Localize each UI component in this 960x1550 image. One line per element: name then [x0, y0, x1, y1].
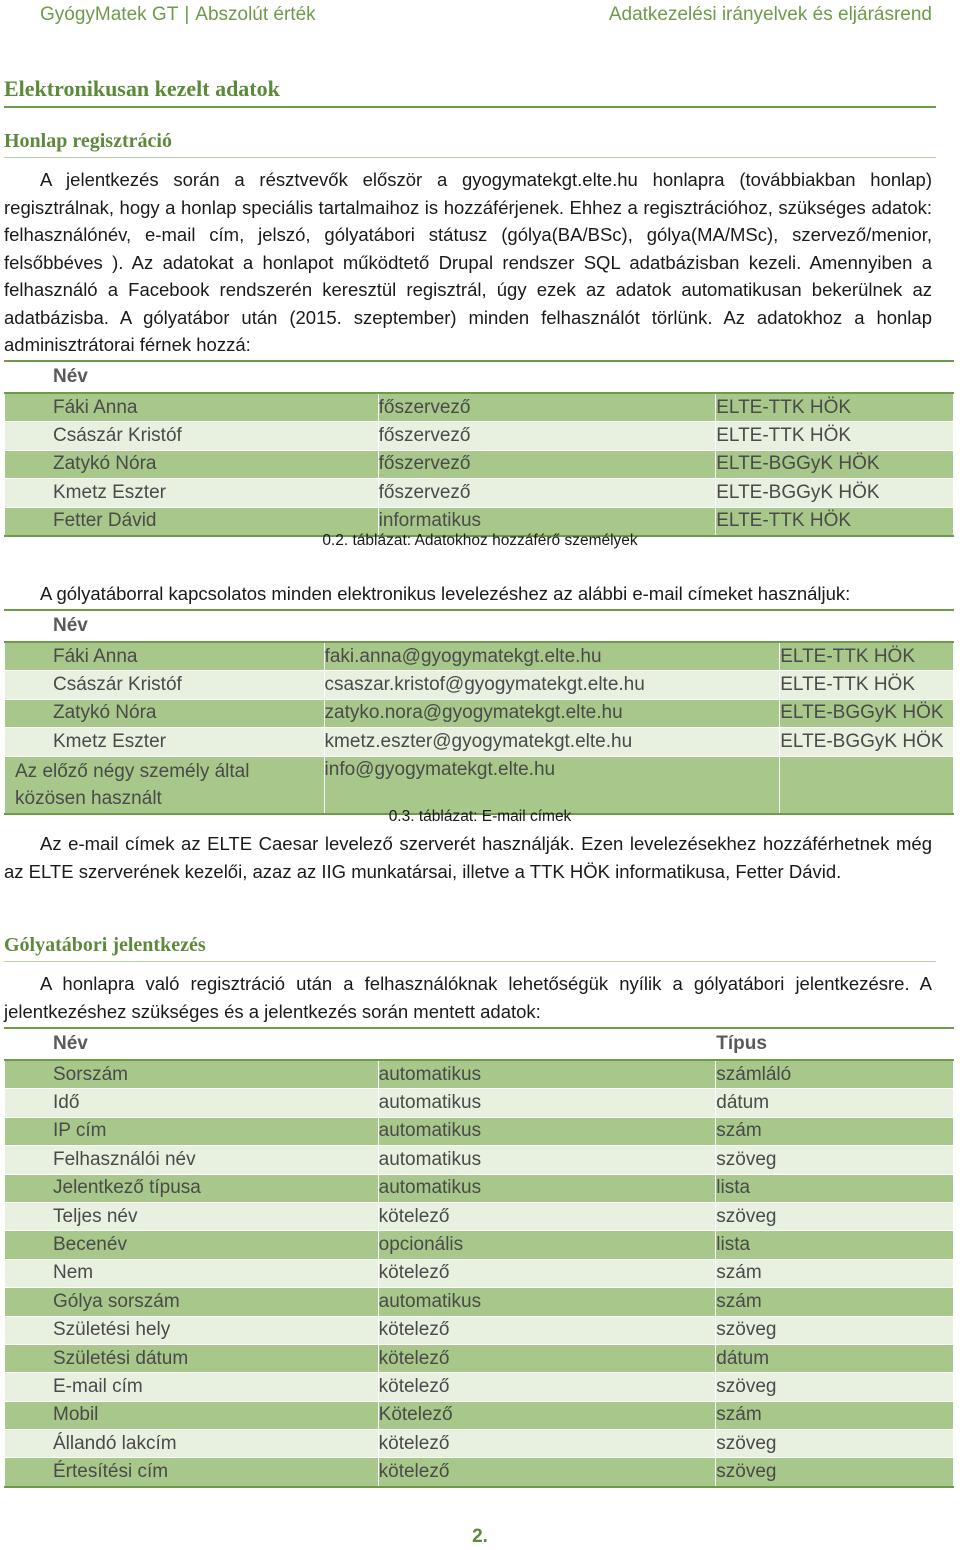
cell-email: info@gyogymatekgt.elte.hu — [324, 756, 780, 814]
cell-requirement: kötelező — [378, 1259, 716, 1287]
cell-org: ELTE-TTK HÖK — [716, 507, 954, 536]
table-row — [5, 1259, 954, 1287]
cell-name: Felhasználói név — [5, 1146, 379, 1174]
cell-org — [780, 756, 954, 814]
email-note-text: Az e-mail címek az ELTE Caesar levelező szerverét használják. Ezen levelezésekhez hozzáférhetnek még az ELTE szerverének kezelői, azaz az IIG munkatársai, illetve a TTK HÖK informatikusa, Fetter Dávid. — [4, 833, 932, 882]
camp-signup-text: A honlapra való regisztráció után a felhasználóknak lehetőségük nyílik a gólyatábori jelentkezésre. A jelentkezéshez szükséges és a jelentkezés során mentett adatok: — [4, 973, 932, 1022]
cell-requirement: kötelező — [378, 1458, 716, 1487]
table-caption-access: 0.2. táblázat: Adatokhoz hozzáférő személyek — [322, 532, 638, 549]
cell-name: Kmetz Eszter — [5, 728, 325, 756]
cell-requirement: kötelező — [378, 1202, 716, 1230]
cell-type: dátum — [716, 1089, 954, 1117]
table-header-row — [5, 361, 954, 393]
cell-type: szám — [716, 1259, 954, 1287]
table-row — [5, 1089, 954, 1117]
page-header — [40, 4, 932, 30]
cell-name: Császár Kristóf — [5, 671, 325, 699]
table-caption-email: 0.3. táblázat: E-mail címek — [388, 808, 572, 825]
cell-name: Értesítési cím — [5, 1458, 379, 1487]
table-row — [5, 479, 954, 507]
cell-shared-name: Az előző négy személy által közösen használt — [5, 756, 325, 814]
cell-org: ELTE-TTK HÖK — [780, 671, 954, 699]
cell-email: zatyko.nora@gyogymatekgt.elte.hu — [324, 699, 780, 727]
cell-name: Becenév — [5, 1231, 379, 1259]
cell-role: főszervező — [378, 393, 716, 422]
header-title: GyógyMatek GT — [40, 4, 179, 25]
table-row — [5, 1401, 954, 1429]
header-separator: | — [184, 4, 190, 25]
cell-requirement: automatikus — [378, 1146, 716, 1174]
table-row-shared — [5, 756, 954, 814]
table-row — [5, 699, 954, 727]
cell-org: ELTE-TTK HÖK — [780, 642, 954, 671]
cell-type: lista — [716, 1231, 954, 1259]
column-header-org — [780, 610, 954, 642]
cell-type: szám — [716, 1401, 954, 1429]
cell-name: Születési dátum — [5, 1344, 379, 1372]
section-title-electronic-data: Elektronikusan kezelt adatok — [4, 76, 936, 108]
cell-org: ELTE-TTK HÖK — [716, 393, 954, 422]
header-subtitle: Abszolút érték — [195, 4, 316, 25]
cell-requirement: automatikus — [378, 1174, 716, 1202]
cell-email: faki.anna@gyogymatekgt.elte.hu — [324, 642, 780, 671]
cell-type: dátum — [716, 1344, 954, 1372]
cell-org: ELTE-BGGyK HÖK — [716, 479, 954, 507]
cell-requirement: Kötelező — [378, 1401, 716, 1429]
cell-org: ELTE-BGGyK HÖK — [716, 450, 954, 478]
column-header-role — [378, 361, 716, 393]
cell-org: ELTE-BGGyK HÖK — [780, 699, 954, 727]
table-row — [5, 422, 954, 450]
table-row — [5, 1060, 954, 1089]
table-header-row — [5, 1028, 954, 1060]
cell-name: Fáki Anna — [5, 393, 379, 422]
registration-paragraph-text: A jelentkezés során a résztvevők először a gyogymatekgt.elte.hu honlapra (továbbiakban honlap) regisztrálnak, hogy a honlap speciális tartalmaihoz is hozzáférjenek. Ehhez a regisztrációhoz, szükséges adatok: felhasználónév, e-mail cím, jelszó, gólyatábori státusz (gólya(BA/BSc), gólya(MA/MSc), szervező/menior, felsőbbéves ). Az adatokat a honlapot működtető Drupal rendszer SQL adatbázisban kezeli. Amennyiben a felhasználó a Facebook rendszerén keresztül regisztrál, úgy ezek az adatok automatikusan bekerülnek az adatbázisba. A gólyatábor után (2015. szeptember) minden felhasználót törlünk. Az adatokhoz a honlap adminisztrátorai férnek hozzá: — [4, 169, 932, 355]
cell-email: csaszar.kristof@gyogymatekgt.elte.hu — [324, 671, 780, 699]
camp-signup-paragraph — [4, 970, 932, 1025]
column-header-requirement — [378, 1028, 716, 1060]
signup-data-table — [4, 1027, 954, 1488]
cell-requirement: automatikus — [378, 1117, 716, 1145]
subsection-title-website-registration: Honlap regisztráció — [4, 130, 936, 158]
cell-type: szöveg — [716, 1146, 954, 1174]
cell-requirement: kötelező — [378, 1316, 716, 1344]
table-row — [5, 728, 954, 756]
header-right: Adatkezelési irányelvek és eljárásrend — [608, 4, 932, 25]
admin-access-table — [4, 360, 954, 537]
header-left — [40, 4, 316, 26]
table-row — [5, 1316, 954, 1344]
cell-requirement: automatikus — [378, 1060, 716, 1089]
cell-type: szöveg — [716, 1458, 954, 1487]
cell-name: Fáki Anna — [5, 642, 325, 671]
cell-name: Kmetz Eszter — [5, 479, 379, 507]
cell-type: lista — [716, 1174, 954, 1202]
cell-name: Sorszám — [5, 1060, 379, 1089]
table-header-row — [5, 610, 954, 642]
email-note-paragraph — [4, 830, 932, 885]
cell-requirement: automatikus — [378, 1288, 716, 1316]
cell-name: Zatykó Nóra — [5, 699, 325, 727]
table-row — [5, 671, 954, 699]
email-intro-text: A gólyatáborral kapcsolatos minden elektronikus levelezéshez az alábbi e-mail címeket használjuk: — [40, 583, 851, 604]
column-header-name: Név — [5, 610, 325, 642]
cell-role: főszervező — [378, 450, 716, 478]
cell-name: Állandó lakcím — [5, 1430, 379, 1458]
cell-type: szöveg — [716, 1202, 954, 1230]
cell-name: Fetter Dávid — [5, 507, 379, 536]
table-row — [5, 1202, 954, 1230]
cell-name: Mobil — [5, 1401, 379, 1429]
table-row — [5, 642, 954, 671]
cell-role: főszervező — [378, 479, 716, 507]
cell-type: szöveg — [716, 1316, 954, 1344]
cell-requirement: kötelező — [378, 1430, 716, 1458]
table-row — [5, 450, 954, 478]
cell-name: IP cím — [5, 1117, 379, 1145]
cell-type: szöveg — [716, 1430, 954, 1458]
cell-name: Jelentkező típusa — [5, 1174, 379, 1202]
cell-name: Császár Kristóf — [5, 422, 379, 450]
table-row — [5, 1373, 954, 1401]
cell-requirement: automatikus — [378, 1089, 716, 1117]
table-row — [5, 1231, 954, 1259]
column-header-name: Név — [5, 1028, 379, 1060]
cell-requirement: opcionális — [378, 1231, 716, 1259]
cell-type: szám — [716, 1288, 954, 1316]
column-header-name: Név — [5, 361, 379, 393]
cell-org: ELTE-BGGyK HÖK — [780, 728, 954, 756]
column-header-org — [716, 361, 954, 393]
cell-type: számláló — [716, 1060, 954, 1089]
cell-org: ELTE-TTK HÖK — [716, 422, 954, 450]
cell-name: Teljes név — [5, 1202, 379, 1230]
cell-requirement: kötelező — [378, 1373, 716, 1401]
table-row — [5, 1174, 954, 1202]
email-table — [4, 609, 954, 815]
table-row — [5, 393, 954, 422]
table-row — [5, 1146, 954, 1174]
table-row — [5, 1458, 954, 1487]
cell-role: főszervező — [378, 422, 716, 450]
cell-name: E-mail cím — [5, 1373, 379, 1401]
cell-type: szöveg — [716, 1373, 954, 1401]
email-intro-paragraph — [4, 580, 932, 608]
page-number: 2. — [472, 1526, 488, 1547]
column-header-type: Típus — [716, 1028, 954, 1060]
cell-name: Idő — [5, 1089, 379, 1117]
registration-paragraph — [4, 166, 932, 359]
column-header-email — [324, 610, 780, 642]
cell-name: Zatykó Nóra — [5, 450, 379, 478]
cell-type: szám — [716, 1117, 954, 1145]
subsection-title-camp-signup: Gólyatábori jelentkezés — [4, 934, 936, 962]
cell-name: Születési hely — [5, 1316, 379, 1344]
table-row — [5, 1288, 954, 1316]
cell-requirement: kötelező — [378, 1344, 716, 1372]
table-row — [5, 1344, 954, 1372]
cell-role: informatikus — [378, 507, 716, 536]
cell-email: kmetz.eszter@gyogymatekgt.elte.hu — [324, 728, 780, 756]
cell-name: Nem — [5, 1259, 379, 1287]
cell-name: Gólya sorszám — [5, 1288, 379, 1316]
table-row — [5, 1117, 954, 1145]
table-row — [5, 1430, 954, 1458]
